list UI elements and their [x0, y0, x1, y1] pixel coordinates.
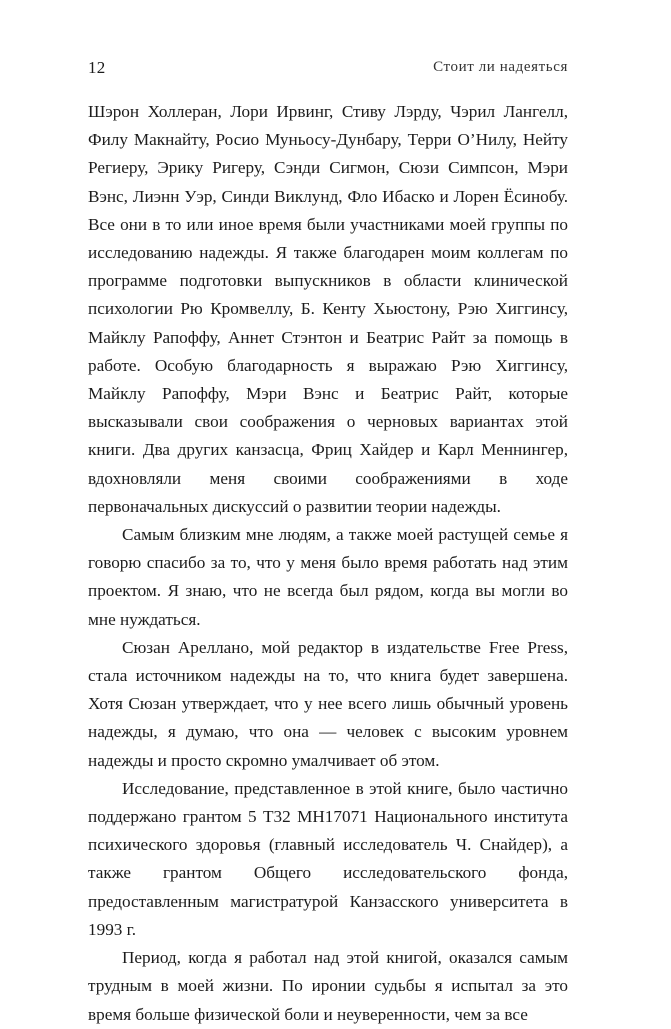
- paragraph: Шэрон Холлеран, Лори Ирвинг, Стиву Лэрду, Чэрил Лангелл, Филу Макнайту, Росио Муньосу-Дунбару, Терри О’Нилу, Нейту Региеру, Эрику Ригеру, Сэнди Сигмон, Сюзи Симпсон, Мэри Вэнс, Лиэнн Уэр, Синди Виклунд, Фло Ибаско и Лорен Ёсинобу. Все они в то или иное время были участниками моей группы по исследованию надежды. Я также благодарен моим коллегам по программе подготовки выпускников в области клинической психологии Рю Кромвеллу, Б. Кенту Хьюстону, Рэю Хиггинсу, Майклу Рапоффу, Аннет Стэнтон и Беатрис Райт за помощь в работе. Особую благодарность я выражаю Рэю Хиггинсу, Майклу Рапоффу, Мэри Вэнс и Беатрис Райт, которые высказывали свои соображения о черновых вариантах этой книги. Два других канзасца, Фриц Хайдер и Карл Меннингер, вдохновляли меня своими соображениями в ходе первоначальных дискуссий о развитии теории надежды.: [88, 102, 568, 516]
- paragraph: Сюзан Ареллано, мой редактор в издательстве Free Press, стала источником надежды на то, что книга будет завершена. Хотя Сюзан утверждает, что у нее всего лишь обычный уровень надежды, я думаю, что она — человек с высоким уровнем надежды и просто скромно умалчивает об этом.: [88, 637, 568, 770]
- running-title: Стоит ли надеяться: [433, 59, 568, 75]
- paragraph: Период, когда я работал над этой книгой, оказался самым трудным в моей жизни. По иронии судьбы я испытал за это время больше физической боли и неуверенности, чем за все: [88, 948, 568, 1024]
- page-number: 12: [88, 58, 106, 77]
- book-page: [88, 58, 568, 1029]
- paragraph: Самым близким мне людям, а также моей растущей семье я говорю спасибо за то, что у меня было время работать над этим проектом. Я знаю, что не всегда был рядом, когда вы могли во мне нуждаться.: [88, 525, 568, 629]
- running-head: [88, 58, 568, 82]
- body-text: [88, 98, 568, 1029]
- paragraph: Исследование, представленное в этой книге, было частично поддержано грантом 5 T32 MH17071 Национального института психического здоровья (главный исследователь Ч. Снайдер), а также грантом Общего исследовательского фонда, предоставленным магистратурой Канзасского университета в 1993 г.: [88, 778, 568, 939]
